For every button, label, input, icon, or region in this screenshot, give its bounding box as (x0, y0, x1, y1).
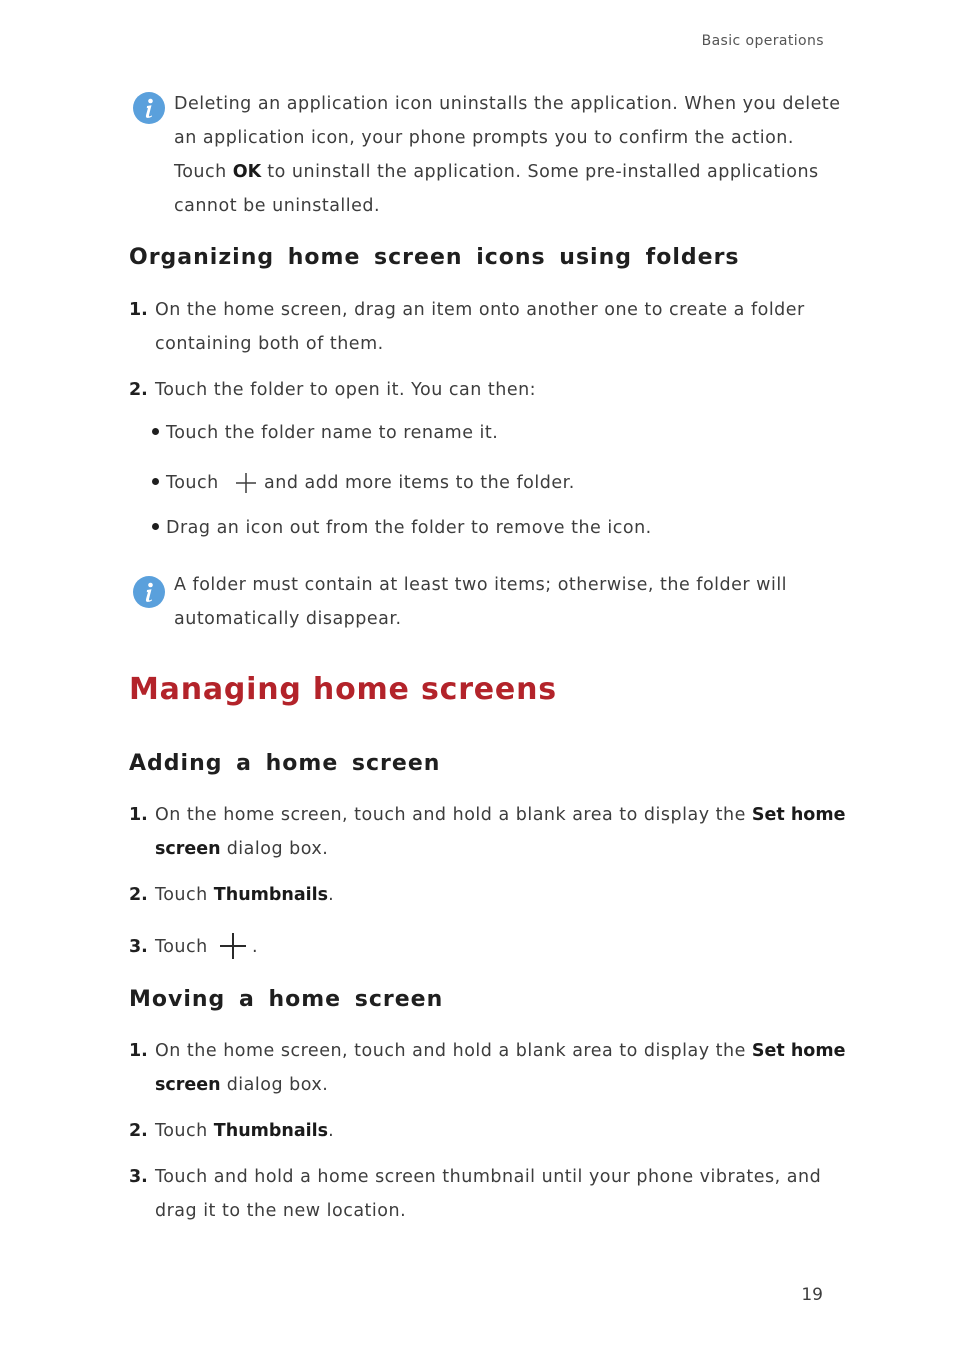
page-number: 19 (801, 1285, 823, 1305)
set-home-screen-term: Set home (751, 805, 846, 825)
note-line: Deleting an application icon uninstalls the application. When you delete (174, 94, 841, 114)
bullet-dot (152, 428, 159, 435)
note-line: automatically disappear. (174, 609, 402, 629)
step-text: On the home screen, drag an item onto another one to create a folder (155, 300, 805, 320)
subsection-heading: Moving a home screen (129, 987, 444, 1012)
step-number: 1. (129, 805, 148, 825)
step-text: Touch Thumbnails. (155, 1121, 335, 1141)
thumbnails-term: Thumbnails (213, 885, 329, 905)
step-text: Touch Thumbnails. (155, 885, 335, 905)
step-number: 2. (129, 885, 148, 905)
plus-icon (235, 472, 257, 494)
step-number: 3. (129, 937, 148, 957)
section-heading: Organizing home screen icons using folders (129, 245, 740, 270)
note-line: A folder must contain at least two items; otherwise, the folder will (174, 575, 788, 595)
step-number: 3. (129, 1167, 148, 1187)
bullet-text: Touch (166, 473, 219, 493)
note-line: Touch OK to uninstall the application. Some pre-installed applications (174, 162, 819, 182)
plus-icon (219, 932, 247, 960)
running-header: Basic operations (701, 33, 824, 49)
bullet-text: and add more items to the folder. (264, 473, 575, 493)
step-text: drag it to the new location. (155, 1201, 407, 1221)
set-home-screen-term: Set home (751, 1041, 846, 1061)
note-line: cannot be uninstalled. (174, 196, 381, 216)
info-icon (133, 576, 165, 608)
step-text: On the home screen, touch and hold a blank area to display the Set home (155, 1041, 846, 1061)
bullet-text: Drag an icon out from the folder to remove the icon. (166, 518, 652, 538)
step-number: 2. (129, 1121, 148, 1141)
bullet-dot (152, 523, 159, 530)
bullet-text: Touch the folder name to rename it. (166, 423, 499, 443)
page-section-title: Managing home screens (129, 672, 557, 707)
step-text: screen dialog box. (155, 1075, 329, 1095)
bullet-dot (152, 478, 159, 485)
step-text: . (252, 937, 259, 957)
thumbnails-term: Thumbnails (213, 1121, 329, 1141)
step-number: 1. (129, 300, 148, 320)
step-text: containing both of them. (155, 334, 384, 354)
step-text: Touch (155, 937, 208, 957)
step-text: Touch and hold a home screen thumbnail until your phone vibrates, and (155, 1167, 822, 1187)
step-text: Touch the folder to open it. You can then: (155, 380, 537, 400)
step-text: On the home screen, touch and hold a blank area to display the Set home (155, 805, 846, 825)
note-line: an application icon, your phone prompts you to confirm the action. (174, 128, 794, 148)
step-number: 1. (129, 1041, 148, 1061)
step-text: screen dialog box. (155, 839, 329, 859)
ok-term: OK (232, 162, 262, 182)
info-icon (133, 92, 165, 124)
subsection-heading: Adding a home screen (129, 751, 441, 776)
step-number: 2. (129, 380, 148, 400)
